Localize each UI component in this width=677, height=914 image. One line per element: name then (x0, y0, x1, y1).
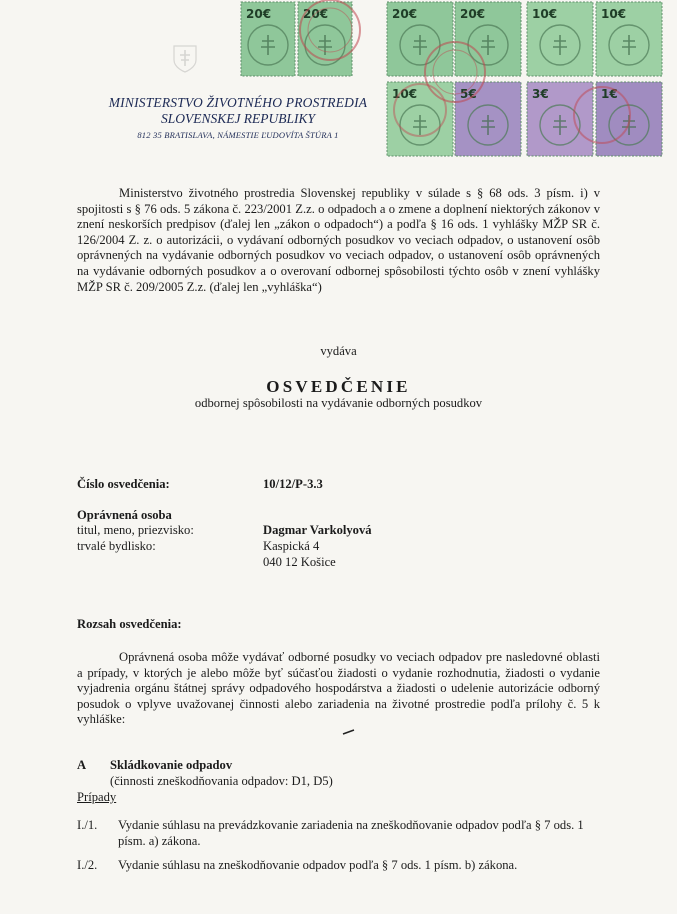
section-letter: A (77, 758, 87, 772)
section-subtitle: (činnosti zneškodňovania odpadov: D1, D5) (110, 774, 333, 788)
cases-label: Prípady (77, 790, 117, 804)
revenue-stamps (240, 0, 677, 160)
revenue-stamp (241, 2, 295, 76)
name-value: Dagmar Varkolyová (263, 523, 372, 537)
stamp-value: 5€ (460, 87, 477, 101)
certificate-number-value: 10/12/P-3.3 (263, 477, 323, 491)
coat-of-arms-icon (172, 44, 198, 74)
address-label: trvalé bydlisko: (77, 539, 156, 553)
revenue-stamp (455, 82, 521, 156)
stamp-value: 20€ (460, 7, 486, 21)
list-item-number: I./2. (77, 858, 98, 872)
name-label: titul, meno, priezvisko: (77, 523, 194, 537)
section-title: Skládkovanie odpadov (110, 758, 233, 772)
list-item-text: Vydanie súhlasu na prevádzkovanie zariadenia na zneškodňovanie odpadov podľa § 7 ods. 1 písm. a) zákona. (118, 818, 584, 848)
document-title: OSVEDČENIE (266, 377, 411, 396)
scope-heading: Rozsah osvedčenia: (77, 617, 182, 631)
address-city: 040 12 Košice (263, 555, 336, 569)
list-item-number: I./1. (77, 818, 98, 832)
revenue-stamp (527, 2, 593, 76)
list-item (77, 858, 603, 876)
certificate-number-label: Číslo osvedčenia: (77, 477, 170, 491)
revenue-stamp (596, 2, 662, 76)
stamp-value: 10€ (601, 7, 627, 21)
ministry-name-line2: SLOVENSKEJ REPUBLIKY (160, 111, 316, 126)
stamp-value: 20€ (303, 7, 329, 21)
revenue-stamp (455, 2, 521, 76)
stamp-value: 20€ (392, 7, 418, 21)
authorized-person-heading: Oprávnená osoba (77, 508, 172, 522)
list-item (77, 818, 603, 850)
pen-mark-icon (342, 728, 356, 736)
list-item-text: Vydanie súhlasu na zneškodňovanie odpadov podľa § 7 ods. 1 písm. b) zákona. (118, 858, 518, 872)
stamp-value: 3€ (532, 87, 549, 101)
ministry-address: 812 35 BRATISLAVA, NÁMESTIE ĽUDOVÍTA ŠTÚRA 1 (137, 130, 339, 140)
stamp-value: 1€ (601, 87, 618, 101)
document-subtitle: odbornej spôsobilosti na vydávanie odborných posudkov (194, 396, 483, 410)
intro-paragraph: Ministerstvo životného prostredia Slovenskej republiky v súlade s § 68 ods. 3 písm. i) v spojitosti s § 76 ods. 5 zákona č. 223/2001 Z.z. o odpadoch a o zmene a doplnení niektorých zákonov v znení neskorších predpisov (ďalej len „zákon o odpadoch“) a podľa § 16 ods. 1 vyhlášky MŽP SR č. 126/2004 Z. z. o autorizácii, o vydávaní odborných posudkov vo veciach odpadov, o ustanovení osôb oprávnených na vydávanie odborných posudkov vo veciach odpadov, o ustanovení osôb oprávnených na vydávanie odborných posudkov a o overovaní odbornej spôsobilosti týchto osôb v znení vyhlášky MŽP SR č. 209/2005 Z.z. (ďalej len „vyhláška“) (77, 186, 600, 294)
stamp-value: 10€ (392, 87, 418, 101)
address-street: Kaspická 4 (263, 539, 320, 553)
stamp-value: 10€ (532, 7, 558, 21)
revenue-stamp (387, 2, 453, 76)
issues-label: vydáva (320, 344, 357, 358)
ministry-name-line1: MINISTERSTVO ŽIVOTNÉHO PROSTREDIA (108, 95, 368, 110)
stamp-value: 20€ (246, 7, 272, 21)
scope-paragraph: Oprávnená osoba môže vydávať odborné posudky vo veciach odpadov pre nasledovné oblasti a prípady, v ktorých je alebo môže byť súčasťou žiadosti o vydanie rozhodnutia, žiadosti o vydanie vyjadrenia orgánu štátnej správy odpadového hospodárstva a žiadosti o udelenie autorizácie odborný posudok o vplyve uvažovanej činnosti alebo zariadenia na životné prostredie podľa prílohy č. 5 k vyhláške: (77, 650, 600, 727)
revenue-stamp (387, 82, 453, 156)
